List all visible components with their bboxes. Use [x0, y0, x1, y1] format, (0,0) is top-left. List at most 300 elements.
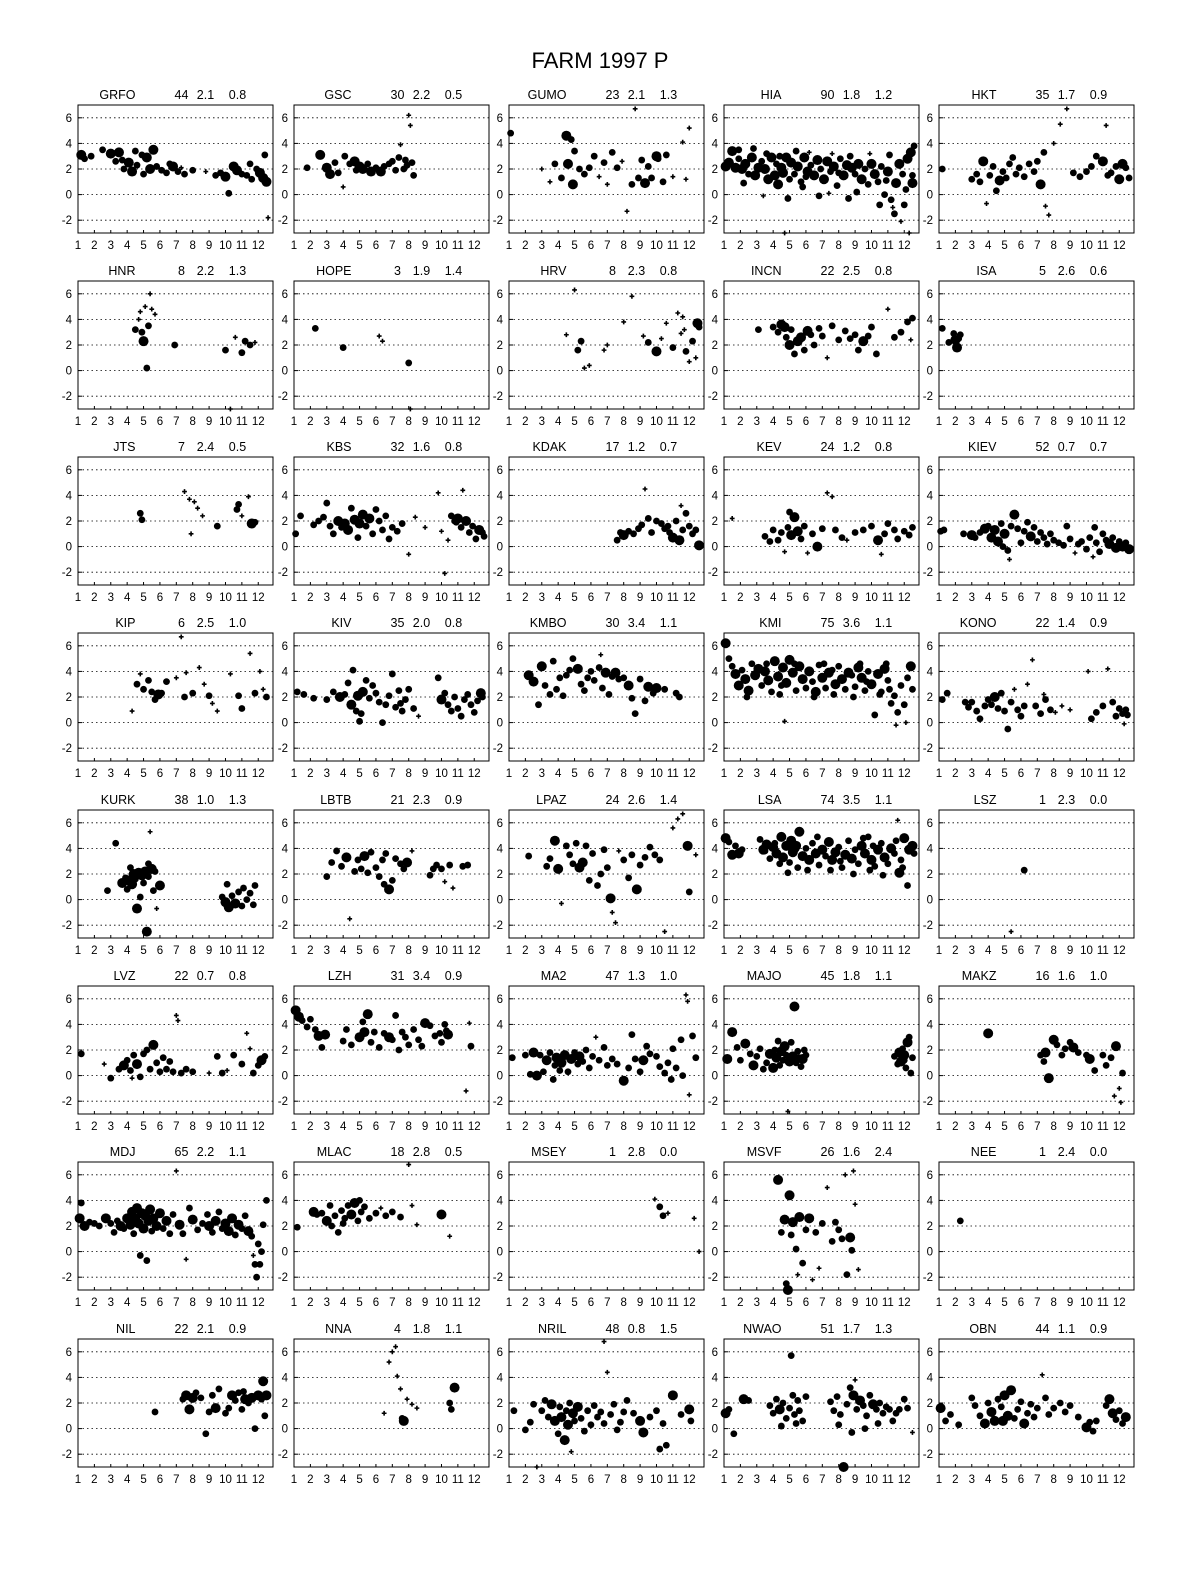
- x-tick-label: 2: [307, 592, 314, 604]
- y-tick-label: 0: [281, 1246, 288, 1259]
- x-tick-label: 5: [1001, 1474, 1008, 1486]
- x-tick-label: 4: [554, 1474, 562, 1486]
- y-tick-label: 0: [496, 894, 503, 907]
- x-tick-label: 3: [968, 945, 975, 957]
- x-tick-label: 4: [769, 592, 777, 604]
- panel-station-label: LSA: [757, 793, 782, 807]
- x-tick-label: 5: [1001, 945, 1008, 957]
- data-point: [972, 1402, 979, 1409]
- y-tick-label: 6: [281, 1169, 288, 1182]
- x-tick-label: 3: [753, 1121, 760, 1133]
- x-tick-label: 4: [339, 1121, 347, 1133]
- y-tick-label: 6: [65, 993, 72, 1006]
- x-tick-label: 2: [307, 1121, 314, 1133]
- y-tick-label: 0: [65, 717, 72, 730]
- panel-mean-label: 2.3: [627, 264, 646, 278]
- y-tick-label: -2: [277, 743, 288, 756]
- x-tick-label: 10: [219, 1121, 232, 1133]
- panel-mean-label: 3.5: [842, 793, 861, 807]
- x-tick-label: 11: [666, 1474, 679, 1486]
- y-tick-label: 6: [496, 288, 503, 301]
- y-tick-label: 0: [711, 1070, 718, 1083]
- x-tick-label: 7: [173, 240, 180, 252]
- x-tick-label: 4: [554, 1121, 562, 1133]
- x-tick-label: 12: [251, 1297, 265, 1309]
- x-tick-label: 4: [339, 945, 347, 957]
- x-tick-label: 7: [819, 1121, 826, 1133]
- x-tick-label: 11: [235, 768, 248, 780]
- x-tick-label: 8: [835, 240, 842, 252]
- x-tick-label: 9: [205, 1297, 213, 1309]
- panel-sd-label: 0.8: [228, 969, 247, 983]
- x-tick-label: 1: [74, 416, 82, 428]
- x-tick-label: 2: [952, 1474, 959, 1486]
- panel-mean-label: 1.6: [842, 1145, 861, 1159]
- x-tick-label: 9: [636, 240, 644, 252]
- x-tick-label: 5: [140, 416, 147, 428]
- x-tick-label: 8: [189, 416, 196, 428]
- y-tick-label: 6: [711, 993, 718, 1006]
- panel-count-label: 30: [390, 88, 405, 102]
- panel-station-label: HIA: [760, 88, 782, 102]
- x-tick-label: 5: [571, 592, 578, 604]
- panel-count-label: 48: [605, 1322, 620, 1336]
- x-tick-label: 3: [538, 592, 545, 604]
- x-tick-label: 8: [189, 592, 196, 604]
- x-tick-label: 6: [372, 240, 380, 252]
- y-tick-label: -2: [61, 743, 72, 756]
- panel-sd-label: 0.0: [1089, 1145, 1108, 1159]
- x-tick-label: 10: [435, 1121, 448, 1133]
- x-tick-label: 4: [554, 592, 562, 604]
- x-tick-label: 1: [935, 592, 943, 604]
- panel-count-label: 22: [820, 264, 835, 278]
- x-tick-label: 8: [1050, 1121, 1057, 1133]
- y-tick-label: 2: [65, 1398, 72, 1410]
- page-title: FARM 1997 P: [531, 48, 669, 73]
- x-tick-label: 8: [620, 1297, 627, 1309]
- x-tick-label: 10: [865, 240, 878, 252]
- x-tick-label: 7: [604, 945, 611, 957]
- x-tick-label: 3: [538, 945, 545, 957]
- y-tick-label: 2: [496, 1398, 503, 1410]
- x-tick-label: 8: [405, 768, 412, 780]
- y-tick-label: -2: [492, 1272, 503, 1285]
- x-tick-label: 1: [290, 1297, 298, 1309]
- panel-sd-label: 1.0: [1089, 969, 1108, 983]
- panel-sd-label: 0.8: [228, 88, 247, 102]
- panel-station-label: NEE: [970, 1145, 997, 1159]
- x-tick-label: 1: [290, 416, 298, 428]
- x-tick-label: 11: [881, 592, 894, 604]
- y-tick-label: 6: [281, 112, 288, 125]
- y-tick-label: 6: [496, 1169, 503, 1182]
- x-tick-label: 11: [881, 1121, 894, 1133]
- panel-mean-label: 1.2: [842, 440, 861, 454]
- x-tick-label: 12: [682, 768, 696, 780]
- x-tick-label: 12: [1112, 592, 1126, 604]
- panel-sd-label: 1.0: [659, 969, 678, 983]
- y-tick-label: 4: [926, 490, 933, 503]
- panel-station-label: GSC: [324, 88, 352, 102]
- x-tick-label: 12: [897, 1474, 911, 1486]
- x-tick-label: 4: [554, 240, 562, 252]
- y-tick-label: -2: [61, 567, 72, 580]
- panel-sd-label: 0.8: [444, 440, 463, 454]
- x-tick-label: 12: [251, 592, 265, 604]
- x-tick-label: 10: [650, 1121, 663, 1133]
- x-tick-label: 10: [650, 1297, 663, 1309]
- x-tick-label: 6: [1017, 416, 1025, 428]
- panel-count-label: 5: [1039, 264, 1046, 278]
- data-point: [998, 1403, 1005, 1410]
- panel-mean-label: 2.5: [196, 616, 215, 630]
- x-tick-label: 4: [339, 240, 347, 252]
- x-tick-label: 9: [1066, 240, 1074, 252]
- panel-sd-label: 1.1: [659, 616, 678, 630]
- panel-station-label: KMI: [759, 616, 782, 630]
- y-tick-label: 0: [711, 1423, 718, 1436]
- y-tick-label: 6: [281, 640, 288, 653]
- x-tick-label: 10: [650, 592, 663, 604]
- panel-count-label: 16: [1035, 969, 1050, 983]
- panel-count-label: 4: [394, 1322, 401, 1336]
- panel-mean-label: 2.1: [196, 88, 215, 102]
- panel-sd-label: 1.2: [874, 88, 893, 102]
- x-tick-label: 5: [571, 1121, 578, 1133]
- panel-station-label: INCN: [750, 264, 782, 278]
- y-tick-label: 6: [65, 640, 72, 653]
- panel-station-label: MDJ: [109, 1145, 136, 1159]
- y-tick-label: 4: [496, 1019, 503, 1032]
- panel-sd-label: 1.1: [444, 1322, 463, 1336]
- x-tick-label: 12: [251, 768, 265, 780]
- panel-sd-label: 1.1: [874, 793, 893, 807]
- data-point: [1040, 1372, 1045, 1377]
- data-point: [955, 1421, 962, 1428]
- data-point: [1045, 1411, 1052, 1418]
- x-tick-label: 1: [290, 768, 298, 780]
- y-tick-label: -2: [277, 920, 288, 933]
- y-tick-label: 2: [926, 869, 933, 881]
- x-tick-label: 2: [91, 1121, 98, 1133]
- x-tick-label: 7: [173, 416, 180, 428]
- x-tick-label: 9: [205, 1121, 213, 1133]
- x-tick-label: 9: [421, 416, 429, 428]
- x-tick-label: 1: [935, 1474, 943, 1486]
- y-tick-label: -2: [922, 1096, 933, 1109]
- y-tick-label: 2: [711, 340, 718, 352]
- x-tick-label: 12: [1112, 768, 1126, 780]
- panel-mean-label: 1.6: [412, 440, 431, 454]
- y-tick-label: -2: [922, 1449, 933, 1462]
- x-tick-label: 1: [935, 240, 943, 252]
- x-tick-label: 1: [720, 592, 728, 604]
- x-tick-label: 3: [107, 240, 114, 252]
- panel-count-label: 1: [609, 1145, 616, 1159]
- x-tick-label: 4: [123, 416, 131, 428]
- x-tick-label: 2: [522, 240, 529, 252]
- panel-sd-label: 0.8: [659, 264, 678, 278]
- x-tick-label: 11: [1096, 240, 1109, 252]
- panel-sd-label: 0.8: [444, 616, 463, 630]
- x-tick-label: 12: [467, 1474, 481, 1486]
- x-tick-label: 1: [290, 592, 298, 604]
- y-tick-label: 6: [711, 817, 718, 830]
- x-tick-label: 2: [307, 1474, 314, 1486]
- x-tick-label: 8: [405, 416, 412, 428]
- panel-mean-label: 1.7: [1057, 88, 1076, 102]
- panel-count-label: 32: [390, 440, 405, 454]
- y-tick-label: 2: [926, 516, 933, 528]
- x-tick-label: 9: [636, 768, 644, 780]
- x-tick-label: 3: [107, 1297, 114, 1309]
- x-tick-label: 7: [819, 592, 826, 604]
- x-tick-label: 7: [173, 1297, 180, 1309]
- x-tick-label: 10: [865, 945, 878, 957]
- x-tick-label: 1: [720, 416, 728, 428]
- x-tick-label: 9: [1066, 416, 1074, 428]
- y-tick-label: 0: [496, 1070, 503, 1083]
- y-tick-label: 2: [281, 1398, 288, 1410]
- y-tick-label: 6: [281, 288, 288, 301]
- y-tick-label: -2: [707, 1449, 718, 1462]
- y-tick-label: 0: [711, 894, 718, 907]
- y-tick-label: -2: [707, 1272, 718, 1285]
- x-tick-label: 12: [897, 592, 911, 604]
- x-tick-label: 9: [1066, 1121, 1074, 1133]
- x-tick-label: 3: [323, 1297, 330, 1309]
- x-tick-label: 2: [307, 416, 314, 428]
- x-tick-label: 4: [554, 1297, 562, 1309]
- x-tick-label: 6: [802, 1297, 810, 1309]
- x-tick-label: 3: [968, 416, 975, 428]
- x-tick-label: 8: [835, 1297, 842, 1309]
- x-tick-label: 12: [1112, 416, 1126, 428]
- x-tick-label: 9: [421, 945, 429, 957]
- x-tick-label: 12: [467, 592, 481, 604]
- panel-station-label: KURK: [100, 793, 136, 807]
- panel-count-label: 74: [820, 793, 835, 807]
- x-tick-label: 5: [571, 945, 578, 957]
- y-tick-label: 0: [65, 1423, 72, 1436]
- x-tick-label: 3: [323, 945, 330, 957]
- y-tick-label: 6: [711, 288, 718, 301]
- x-tick-label: 2: [91, 592, 98, 604]
- x-tick-label: 2: [522, 1297, 529, 1309]
- y-tick-label: 2: [281, 340, 288, 352]
- y-tick-label: 2: [711, 1045, 718, 1057]
- y-tick-label: 2: [65, 692, 72, 704]
- y-tick-label: 6: [926, 640, 933, 653]
- panel-count-label: 47: [605, 969, 620, 983]
- x-tick-label: 2: [737, 240, 744, 252]
- x-tick-label: 7: [1034, 416, 1041, 428]
- x-tick-label: 4: [769, 945, 777, 957]
- y-tick-label: 2: [496, 692, 503, 704]
- x-tick-label: 9: [636, 1474, 644, 1486]
- x-tick-label: 1: [290, 1121, 298, 1133]
- x-tick-label: 5: [571, 240, 578, 252]
- y-tick-label: 4: [711, 314, 718, 327]
- x-tick-label: 7: [389, 1474, 396, 1486]
- x-tick-label: 6: [802, 945, 810, 957]
- x-tick-label: 7: [173, 592, 180, 604]
- x-tick-label: 2: [307, 945, 314, 957]
- x-tick-label: 9: [851, 1297, 859, 1309]
- x-tick-label: 9: [421, 768, 429, 780]
- y-tick-label: 4: [281, 490, 288, 503]
- x-tick-label: 3: [968, 1121, 975, 1133]
- panel-station-label: KDAK: [532, 440, 567, 454]
- panel-sd-label: 0.5: [444, 1145, 463, 1159]
- x-tick-label: 5: [786, 240, 793, 252]
- x-tick-label: 8: [835, 416, 842, 428]
- x-tick-label: 8: [835, 592, 842, 604]
- y-tick-label: 0: [711, 717, 718, 730]
- panel-count-label: 31: [390, 969, 405, 983]
- panel-station-label: LBTB: [320, 793, 352, 807]
- panel-count-label: 8: [609, 264, 616, 278]
- y-tick-label: 0: [65, 365, 72, 378]
- y-tick-label: 0: [496, 717, 503, 730]
- y-tick-label: 6: [711, 640, 718, 653]
- y-tick-label: 4: [496, 1195, 503, 1208]
- panel-sd-label: 0.5: [228, 440, 247, 454]
- y-tick-label: -2: [492, 1096, 503, 1109]
- y-tick-label: 2: [281, 164, 288, 176]
- y-tick-label: 4: [281, 843, 288, 856]
- panel-station-label: ISA: [976, 264, 997, 278]
- x-tick-label: 4: [984, 1121, 992, 1133]
- x-tick-label: 11: [451, 1297, 464, 1309]
- x-tick-label: 4: [554, 768, 562, 780]
- x-tick-label: 12: [897, 768, 911, 780]
- x-tick-label: 10: [435, 416, 448, 428]
- x-tick-label: 2: [952, 1297, 959, 1309]
- panel-count-label: 30: [605, 616, 620, 630]
- y-tick-label: -2: [61, 1272, 72, 1285]
- x-tick-label: 10: [1080, 1297, 1093, 1309]
- panel-station-label: GRFO: [99, 88, 136, 102]
- x-tick-label: 4: [554, 416, 562, 428]
- x-tick-label: 8: [405, 240, 412, 252]
- panel-sd-label: 0.7: [1089, 440, 1108, 454]
- x-tick-label: 4: [339, 768, 347, 780]
- x-tick-label: 10: [1080, 1121, 1093, 1133]
- panel-count-label: 7: [178, 440, 185, 454]
- x-tick-label: 10: [1080, 768, 1093, 780]
- x-tick-label: 7: [819, 240, 826, 252]
- y-tick-label: -2: [922, 1272, 933, 1285]
- y-tick-label: 2: [281, 1045, 288, 1057]
- x-tick-label: 6: [802, 1121, 810, 1133]
- y-tick-label: -2: [492, 743, 503, 756]
- x-tick-label: 1: [720, 240, 728, 252]
- y-tick-label: 6: [496, 464, 503, 477]
- y-tick-label: 2: [281, 1221, 288, 1233]
- x-tick-label: 12: [251, 240, 265, 252]
- x-tick-label: 4: [339, 416, 347, 428]
- x-tick-label: 7: [1034, 592, 1041, 604]
- x-tick-label: 6: [156, 592, 164, 604]
- x-tick-label: 8: [1050, 945, 1057, 957]
- panel-station-label: KBS: [326, 440, 352, 454]
- panel-sd-label: 1.3: [228, 793, 247, 807]
- x-tick-label: 1: [74, 240, 82, 252]
- panel-station-label: MSVF: [746, 1145, 782, 1159]
- x-tick-label: 10: [865, 592, 878, 604]
- data-point: [1113, 1416, 1120, 1423]
- panel-mean-label: 2.6: [627, 793, 646, 807]
- panel-station-label: KIEV: [968, 440, 997, 454]
- x-tick-label: 5: [786, 1474, 793, 1486]
- y-tick-label: -2: [707, 1096, 718, 1109]
- x-tick-label: 11: [235, 592, 248, 604]
- data-point: [1042, 1394, 1049, 1401]
- y-tick-label: 0: [496, 365, 503, 378]
- x-tick-label: 5: [140, 1121, 147, 1133]
- panel-sd-label: 0.9: [228, 1322, 247, 1336]
- x-tick-label: 8: [189, 1121, 196, 1133]
- panel-count-label: 45: [820, 969, 835, 983]
- data-point: [985, 1400, 992, 1407]
- y-tick-label: 0: [281, 717, 288, 730]
- x-tick-label: 12: [1112, 1121, 1126, 1133]
- y-tick-label: 4: [711, 138, 718, 151]
- x-tick-label: 11: [1096, 1297, 1109, 1309]
- x-tick-label: 10: [219, 1297, 232, 1309]
- y-tick-label: 2: [496, 869, 503, 881]
- panel-count-label: 26: [820, 1145, 835, 1159]
- y-tick-label: 4: [65, 666, 72, 679]
- data-point: [1075, 1414, 1082, 1421]
- x-tick-label: 2: [737, 592, 744, 604]
- y-tick-label: -2: [707, 567, 718, 580]
- panel-count-label: 51: [820, 1322, 835, 1336]
- panel-sd-label: 0.9: [444, 793, 463, 807]
- y-tick-label: 6: [65, 1169, 72, 1182]
- panel-station-label: HRV: [540, 264, 567, 278]
- x-tick-label: 12: [682, 416, 696, 428]
- x-tick-label: 12: [682, 1297, 696, 1309]
- panel-count-label: 23: [605, 88, 620, 102]
- data-point: [1018, 1398, 1025, 1405]
- x-tick-label: 11: [666, 1121, 679, 1133]
- y-tick-label: 4: [281, 666, 288, 679]
- panel-count-label: 6: [178, 616, 185, 630]
- x-tick-label: 8: [405, 1297, 412, 1309]
- x-tick-label: 6: [587, 592, 595, 604]
- x-tick-label: 9: [421, 1297, 429, 1309]
- x-tick-label: 8: [1050, 240, 1057, 252]
- x-tick-label: 10: [1080, 416, 1093, 428]
- x-tick-label: 2: [952, 945, 959, 957]
- y-tick-label: 2: [711, 516, 718, 528]
- panel-mean-label: 2.8: [412, 1145, 431, 1159]
- x-tick-label: 4: [769, 416, 777, 428]
- x-tick-label: 3: [753, 240, 760, 252]
- x-tick-label: 5: [786, 416, 793, 428]
- y-tick-label: 4: [496, 138, 503, 151]
- x-tick-label: 3: [323, 240, 330, 252]
- x-tick-label: 8: [405, 945, 412, 957]
- x-tick-label: 8: [620, 240, 627, 252]
- y-tick-label: 4: [496, 843, 503, 856]
- x-tick-label: 11: [1096, 1121, 1109, 1133]
- x-tick-label: 4: [123, 945, 131, 957]
- y-tick-label: 0: [711, 541, 718, 554]
